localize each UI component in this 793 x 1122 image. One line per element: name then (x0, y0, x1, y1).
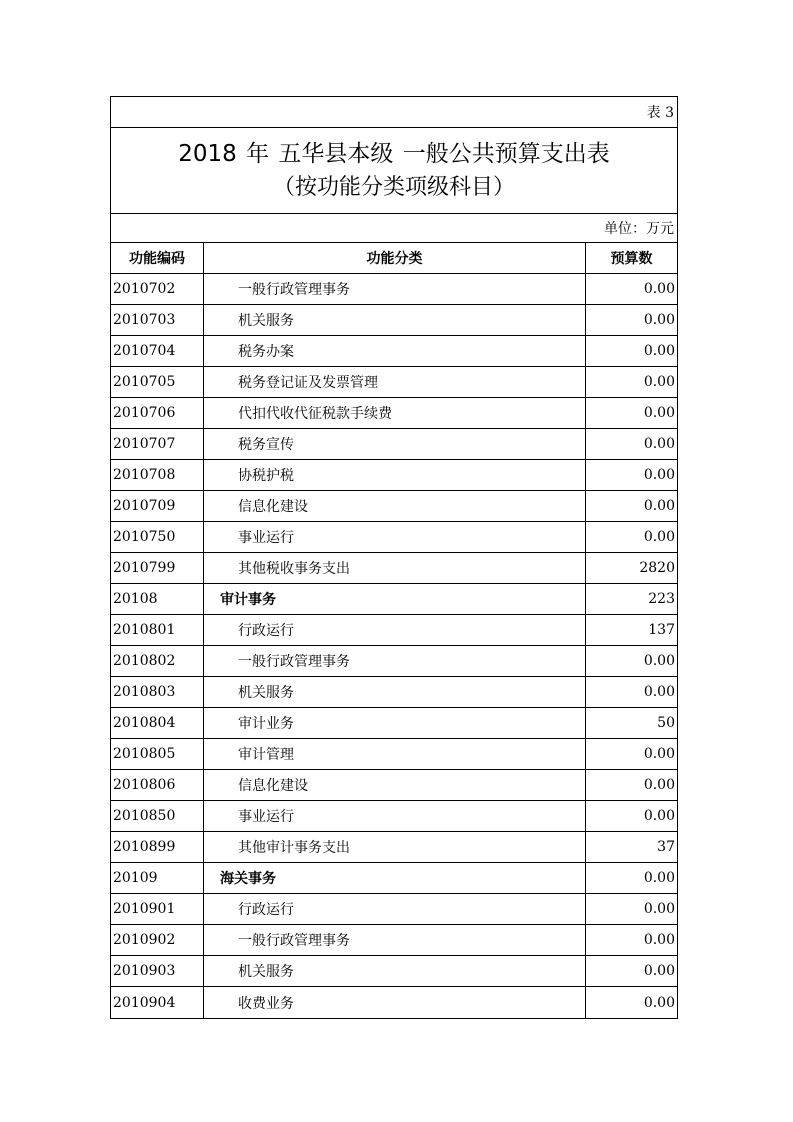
row-code: 2010804 (111, 708, 204, 738)
row-code: 2010707 (111, 429, 204, 459)
row-code: 2010902 (111, 925, 204, 955)
row-code: 2010801 (111, 615, 204, 645)
header-amount: 预算数 (610, 251, 653, 267)
table-row (111, 274, 677, 305)
table-row (111, 894, 677, 925)
page-subtitle: （按功能分类项级科目） (272, 174, 515, 200)
row-code: 2010708 (111, 460, 204, 490)
row-code: 2010705 (111, 367, 204, 397)
row-code: 2010803 (111, 677, 204, 707)
row-amount: 137 (648, 622, 675, 638)
table-row (111, 584, 677, 615)
row-amount: 50 (657, 715, 675, 731)
table-row (111, 863, 677, 894)
table-row (111, 367, 677, 398)
row-code: 2010806 (111, 770, 204, 800)
header-code: 功能编码 (111, 243, 204, 273)
row-amount: 0.00 (643, 343, 675, 359)
row-code: 20109 (111, 863, 204, 893)
row-code: 2010709 (111, 491, 204, 521)
header-category: 功能分类 (204, 243, 586, 273)
row-amount: 223 (648, 591, 675, 607)
row-amount: 0.00 (643, 312, 675, 328)
page-title: 2018 年 五华县本级 一般公共预算支出表 (178, 140, 610, 167)
table-row (111, 987, 677, 1018)
row-code: 2010706 (111, 398, 204, 428)
row-amount: 0.00 (643, 870, 675, 886)
table-row (111, 925, 677, 956)
table-row (111, 429, 677, 460)
table-number: 表 3 (646, 105, 674, 121)
row-category: 其他税收事务支出 (204, 553, 586, 583)
row-code: 2010750 (111, 522, 204, 552)
row-category: 事业运行 (204, 522, 586, 552)
row-amount: 0.00 (643, 529, 675, 545)
title-row (111, 128, 677, 214)
table-row (111, 956, 677, 987)
unit-row (111, 214, 677, 243)
row-category: 收费业务 (204, 987, 586, 1018)
row-amount: 0.00 (643, 281, 675, 297)
row-code: 2010850 (111, 801, 204, 831)
row-code: 2010799 (111, 553, 204, 583)
row-category: 税务登记证及发票管理 (204, 367, 586, 397)
row-amount: 0.00 (643, 498, 675, 514)
row-amount: 0.00 (643, 963, 675, 979)
row-amount: 0.00 (643, 405, 675, 421)
row-amount: 0.00 (643, 932, 675, 948)
row-category: 机关服务 (204, 956, 586, 986)
row-code: 2010703 (111, 305, 204, 335)
row-amount: 0.00 (643, 746, 675, 762)
row-amount: 0.00 (643, 994, 675, 1011)
row-category: 信息化建设 (204, 770, 586, 800)
row-amount: 0.00 (643, 901, 675, 917)
row-category: 一般行政管理事务 (204, 925, 586, 955)
row-amount: 0.00 (643, 653, 675, 669)
row-category: 事业运行 (204, 801, 586, 831)
header-row (111, 243, 677, 274)
table-number-row (111, 97, 677, 128)
row-code: 2010903 (111, 956, 204, 986)
row-category: 税务办案 (204, 336, 586, 366)
table-row (111, 677, 677, 708)
unit-label: 单位：万元 (604, 221, 674, 237)
row-category: 一般行政管理事务 (204, 646, 586, 676)
row-amount: 0.00 (643, 436, 675, 452)
row-category: 协税护税 (204, 460, 586, 490)
table-row (111, 615, 677, 646)
row-category: 审计事务 (204, 584, 586, 614)
row-category: 行政运行 (204, 615, 586, 645)
row-code: 2010904 (111, 987, 204, 1018)
row-category: 其他审计事务支出 (204, 832, 586, 862)
row-code: 2010802 (111, 646, 204, 676)
row-amount: 0.00 (643, 777, 675, 793)
table-row (111, 770, 677, 801)
row-code: 2010899 (111, 832, 204, 862)
row-amount: 0.00 (643, 684, 675, 700)
row-code: 20108 (111, 584, 204, 614)
row-category: 信息化建设 (204, 491, 586, 521)
table-row (111, 491, 677, 522)
row-code: 2010704 (111, 336, 204, 366)
row-category: 海关事务 (204, 863, 586, 893)
row-amount: 0.00 (643, 467, 675, 483)
row-category: 审计业务 (204, 708, 586, 738)
row-amount: 0.00 (643, 374, 675, 390)
row-category: 代扣代收代征税款手续费 (204, 398, 586, 428)
budget-table (110, 96, 678, 1019)
row-code: 2010805 (111, 739, 204, 769)
table-row (111, 336, 677, 367)
table-row (111, 305, 677, 336)
table-row (111, 522, 677, 553)
table-row (111, 646, 677, 677)
table-row (111, 460, 677, 491)
table-row (111, 801, 677, 832)
table-row (111, 832, 677, 863)
row-category: 机关服务 (204, 677, 586, 707)
row-amount: 37 (657, 839, 675, 855)
row-amount: 0.00 (643, 808, 675, 824)
row-category: 机关服务 (204, 305, 586, 335)
row-category: 审计管理 (204, 739, 586, 769)
row-code: 2010901 (111, 894, 204, 924)
table-row (111, 739, 677, 770)
table-row (111, 398, 677, 429)
table-row (111, 553, 677, 584)
row-category: 税务宣传 (204, 429, 586, 459)
row-category: 一般行政管理事务 (204, 274, 586, 304)
table-body (111, 274, 677, 1018)
row-category: 行政运行 (204, 894, 586, 924)
table-row (111, 708, 677, 739)
row-amount: 2820 (639, 560, 675, 576)
row-code: 2010702 (111, 274, 204, 304)
